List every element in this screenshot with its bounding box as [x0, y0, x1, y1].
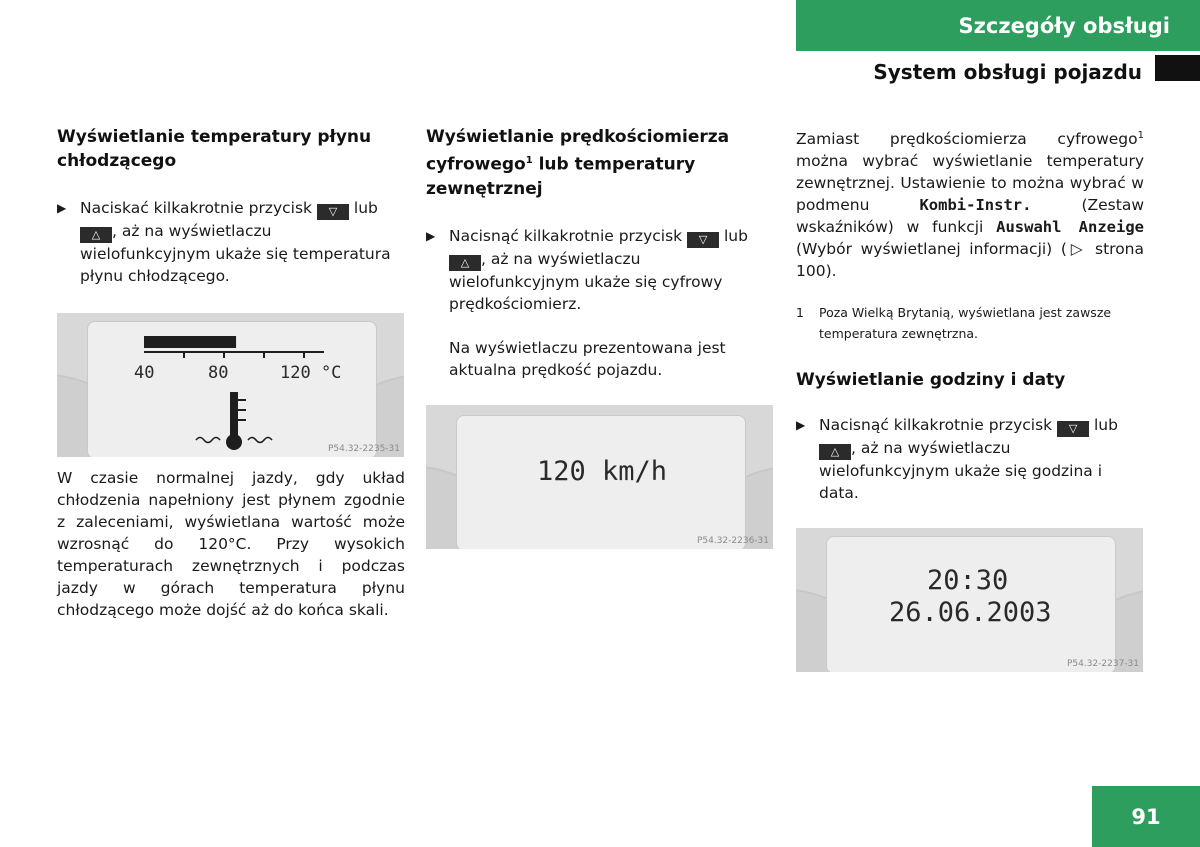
- step-arrow-icon: ▶: [796, 418, 806, 433]
- outside-temp-intro: [796, 125, 1144, 282]
- speedometer-lcd: [456, 415, 746, 549]
- step-arrow-icon: ▶: [426, 228, 436, 243]
- menu-name: Kombi-Instr.: [919, 196, 1032, 215]
- step-text-before: Nacisnąć kilkakrotnie przycisk: [819, 416, 1053, 435]
- column-coolant-temperature: [57, 125, 405, 621]
- footnote-marker: 1: [1137, 130, 1144, 141]
- page-number: 91: [1092, 786, 1200, 847]
- image-code: P54.32-2235-31: [327, 444, 400, 454]
- thermometer-icon: [196, 392, 272, 450]
- gauge-fill-bar: [144, 336, 236, 348]
- section-title: Szczegóły obsługi: [958, 13, 1170, 38]
- time-date-lcd: [826, 536, 1116, 672]
- time-readout: 20:30: [927, 565, 1009, 597]
- black-tab-marker: [1155, 55, 1200, 81]
- note-text: Na wyświetlaczu prezentowana jest aktualna prędkość pojazdu.: [449, 338, 726, 379]
- intro-text: strona 100).: [796, 240, 1144, 281]
- column-time-date: [796, 125, 1144, 672]
- speed-readout: 120 km/h: [537, 455, 668, 487]
- scale-label-40: 40: [134, 363, 155, 383]
- step-text-before: Naciskać kilkakrotnie przycisk: [80, 199, 313, 217]
- heading-time-date: Wyświetlanie godziny i daty: [796, 370, 1066, 391]
- step-speedometer: [426, 225, 774, 315]
- step-or: lub: [353, 199, 378, 217]
- footnote-number: 1: [796, 305, 804, 321]
- step-coolant: [57, 197, 405, 287]
- triangle-down-icon: ▽: [317, 204, 349, 220]
- step-time-date: [796, 414, 1144, 504]
- triangle-up-icon: △: [80, 227, 112, 243]
- triangle-down-icon: ▽: [687, 232, 719, 248]
- intro-text: (Zestaw wskaźników) w funkcji: [796, 196, 1144, 237]
- footnote: [796, 302, 1144, 344]
- step-arrow-icon: ▶: [57, 201, 67, 215]
- scale-label-80: 80: [208, 363, 229, 383]
- coolant-lcd: [87, 321, 377, 457]
- date-readout: 26.06.2003: [889, 597, 1052, 629]
- coolant-body-text: W czasie normalnej jazdy, gdy układ chłodzenia napełniony jest płynem zgodnie z zaleceniami, wyświetlana wartość może wzrosnąć do 120°C. Przy wysokich temperaturach zewnętrznych i podczas jazdy w górach temperatura płynu chłodzącego może dojść aż do końca skali.: [57, 469, 405, 619]
- triangle-down-icon: ▽: [1057, 421, 1089, 437]
- image-code: P54.32-2236-31: [696, 535, 769, 546]
- step-text-after: , aż na wyświetlaczu wielofunkcyjnym ukaże się godzina i data.: [819, 439, 1103, 503]
- heading-part2: lub temperatury zewnętrznej: [426, 154, 696, 199]
- triangle-up-icon: △: [449, 255, 481, 271]
- page-reference-icon: ▷: [1066, 240, 1087, 259]
- step-or: lub: [724, 226, 748, 245]
- speedometer-display-image: [426, 405, 773, 549]
- image-code: P54.32-2237-31: [1066, 659, 1139, 670]
- step-text-after: , aż na wyświetlaczu wielofunkcyjnym ukaże się temperatura płynu chłodzącego.: [80, 222, 391, 285]
- footnote-marker: 1: [525, 155, 533, 166]
- note-speedometer: [426, 337, 774, 381]
- section-tab: [796, 0, 1200, 51]
- intro-text: (Wybór wyświetlanej informacji) (: [796, 240, 1067, 259]
- function-name: Auswahl Anzeige: [996, 218, 1144, 237]
- coolant-display-image: [57, 313, 404, 457]
- step-or: lub: [1094, 416, 1118, 435]
- intro-text: Zamiast prędkościomierza cyfrowego: [796, 130, 1138, 149]
- intro-text: można wybrać wyświetlanie temperatury zewnętrznej. Ustawienie to można wybrać w podmenu: [796, 152, 1144, 215]
- heading-part1: Wyświetlanie prędkościomierza cyfrowego: [426, 127, 730, 175]
- footnote-text: Poza Wielką Brytanią, wyświetlana jest zawsze temperatura zewnętrzna.: [819, 305, 1112, 342]
- coolant-gauge-graphic: [88, 322, 376, 457]
- heading-digital-speedometer: [426, 125, 774, 201]
- heading-coolant-temperature: Wyświetlanie temperatury płynu chłodzącego: [57, 127, 372, 171]
- step-text-after: , aż na wyświetlaczu wielofunkcyjnym ukaże się cyfrowy prędkościomierz.: [449, 249, 723, 313]
- column-digital-speedometer: [426, 125, 774, 549]
- step-text-before: Nacisnąć kilkakrotnie przycisk: [449, 226, 683, 245]
- triangle-up-icon: △: [819, 444, 851, 460]
- scale-label-120: 120 °C: [280, 363, 342, 383]
- subsection-title: System obsługi pojazdu: [873, 60, 1142, 84]
- time-date-display-image: [796, 528, 1143, 672]
